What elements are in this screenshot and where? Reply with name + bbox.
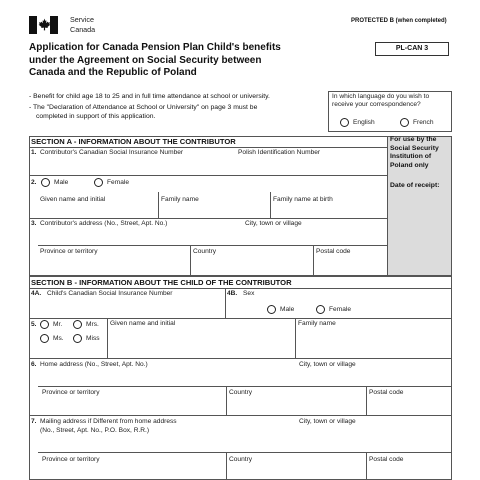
mailing-country-label: Country <box>229 456 253 463</box>
contributor-family-name-birth-label: Family name at birth <box>273 196 333 203</box>
title-miss-radio[interactable] <box>73 334 82 343</box>
divider <box>226 452 227 480</box>
contributor-given-name-label: Given name and initial <box>40 196 106 203</box>
title-line-1: Application for Canada Pension Plan Child's benefits <box>29 42 281 53</box>
section-b-heading: SECTION B - INFORMATION ABOUT THE CHILD OF THE CONTRIBUTOR <box>31 278 292 287</box>
title-ms-radio[interactable] <box>40 334 49 343</box>
office-use-text <box>390 136 439 170</box>
divider <box>366 452 367 480</box>
protected-label: PROTECTED B (when completed) <box>351 18 447 24</box>
q7-label-1: Mailing address if Different from home address <box>40 418 177 425</box>
q4a-label: Child's Canadian Social Insurance Number <box>47 290 173 297</box>
mailing-city-label: City, town or village <box>299 418 356 425</box>
section-a-heading: SECTION A - INFORMATION ABOUT THE CONTRIBUTOR <box>31 137 236 146</box>
child-city-label: City, town or village <box>299 361 356 368</box>
contributor-city-label: City, town or village <box>245 220 302 227</box>
q4b-number: 4B. <box>227 290 238 297</box>
canada-flag-logo <box>28 15 59 33</box>
q4b-label: Sex <box>243 290 255 297</box>
q7-number: 7. <box>31 418 37 425</box>
title-mr-radio[interactable] <box>40 320 49 329</box>
divider <box>38 245 388 246</box>
q5-number: 5. <box>31 321 37 328</box>
title-line-2: under the Agreement on Social Security between <box>29 54 262 66</box>
note-bullet-1: - Benefit for child age 18 to 25 and in full time attendance at school or university. <box>29 93 270 100</box>
divider <box>313 245 314 276</box>
divider <box>38 386 452 387</box>
q3-number: 3. <box>31 220 37 227</box>
flag-left-bar <box>29 16 37 34</box>
divider <box>366 386 367 415</box>
q6-label: Home address (No., Street, Apt. No.) <box>40 361 148 368</box>
q6-number: 6. <box>31 361 37 368</box>
mailing-postal-label: Postal code <box>369 456 404 463</box>
language-english-radio[interactable] <box>340 118 349 127</box>
title-ms-label: Ms. <box>53 335 64 342</box>
contributor-province-label: Province or territory <box>40 248 98 255</box>
title-miss-label: Miss <box>86 335 100 342</box>
polish-id-label: Polish Identification Number <box>238 149 321 156</box>
divider <box>270 192 271 218</box>
divider <box>29 175 388 176</box>
contributor-male-label: Male <box>54 179 69 186</box>
child-family-name-label: Family name <box>298 320 336 327</box>
divider <box>107 318 108 358</box>
contributor-female-label: Female <box>107 179 129 186</box>
q1-number: 1. <box>31 149 37 156</box>
divider <box>29 318 452 319</box>
form-title <box>29 42 281 80</box>
q1-input-area[interactable] <box>40 159 380 174</box>
child-female-radio[interactable] <box>316 305 325 314</box>
office-use-line-4: Poland only <box>390 161 429 169</box>
flag-right-bar <box>50 16 58 34</box>
q4a-number: 4A. <box>31 290 42 297</box>
note-bullet-2-cont: completed in support of this application. <box>36 113 156 120</box>
date-of-receipt-label: Date of receipt: <box>390 182 440 189</box>
q2-number: 2. <box>31 179 37 186</box>
office-use-line-3: Institution of <box>390 153 432 161</box>
contributor-male-radio[interactable] <box>41 178 50 187</box>
divider <box>158 192 159 218</box>
title-mrs-radio[interactable] <box>73 320 82 329</box>
office-use-line-2: Social Security <box>390 144 439 152</box>
contributor-female-radio[interactable] <box>94 178 103 187</box>
child-given-name-label: Given name and initial <box>110 320 176 327</box>
form-code-box: PL-CAN 3 <box>375 42 449 56</box>
office-use-line-1: For use by the <box>390 136 437 143</box>
language-question-1: In which language do you wish to <box>332 93 430 100</box>
child-female-label: Female <box>329 306 351 313</box>
contributor-postal-label: Postal code <box>316 248 351 255</box>
q1-label: Contributor's Canadian Social Insurance Number <box>40 149 184 156</box>
divider <box>29 147 388 148</box>
brand-line-1: Service <box>70 15 94 24</box>
divider <box>29 415 452 416</box>
language-english-label: English <box>353 119 375 126</box>
title-line-3: Canada and the Republic of Poland <box>29 67 197 78</box>
divider <box>38 452 452 453</box>
section-b-frame <box>29 276 452 480</box>
note-bullet-2: - The "Declaration of Attendance at School or University" on page 3 must be <box>29 104 258 111</box>
child-country-label: Country <box>229 389 253 396</box>
divider <box>226 386 227 415</box>
divider <box>225 288 226 318</box>
contributor-country-label: Country <box>193 248 217 255</box>
child-male-radio[interactable] <box>267 305 276 314</box>
language-question-2: receive your correspondence? <box>332 101 421 108</box>
mailing-province-label: Province or territory <box>42 456 100 463</box>
q3-label: Contributor's address (No., Street, Apt. No.) <box>40 220 168 227</box>
brand-line-2: Canada <box>70 25 96 34</box>
title-mr-label: Mr. <box>53 321 63 328</box>
child-male-label: Male <box>280 306 295 313</box>
language-french-radio[interactable] <box>400 118 409 127</box>
divider <box>29 218 388 219</box>
child-province-label: Province or territory <box>42 389 100 396</box>
title-mrs-label: Mrs. <box>86 321 99 328</box>
contributor-family-name-label: Family name <box>161 196 199 203</box>
q7-label-2: (No., Street, Apt. No., P.O. Box, R.R.) <box>40 427 150 434</box>
language-french-label: French <box>413 119 434 126</box>
divider <box>29 288 452 289</box>
divider <box>190 245 191 276</box>
divider <box>295 318 296 358</box>
child-postal-label: Postal code <box>369 389 404 396</box>
divider <box>29 358 452 359</box>
